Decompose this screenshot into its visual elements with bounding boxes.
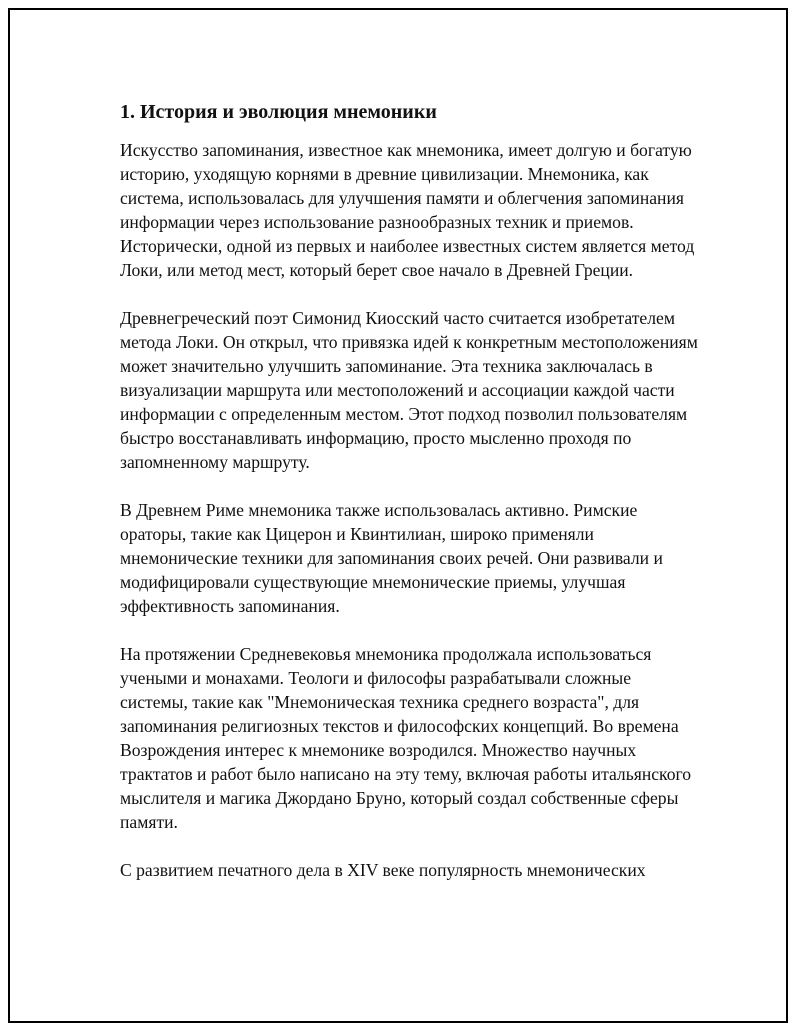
section-heading: 1. История и эволюция мнемоники [120, 101, 437, 123]
document-body [120, 98, 700, 906]
paragraph-4: На протяжении Средневековья мнемоника продолжала использоваться учеными и монахами. Теологи и философы разрабатывали сложные системы, такие как "Мнемоническая техника среднего возраста", для запоминания религиозных текстов и философских концепций. Во времена Возрождения интерес к мнемонике возродился. Множество научных трактатов и работ было написано на эту тему, включая работы итальянского мыслителя и магика Джордано Бруно, который создал собственные сферы памяти. [120, 644, 692, 832]
page-frame [8, 8, 788, 1023]
paragraph-2: Древнегреческий поэт Симонид Киосский часто считается изобретателем метода Локи. Он открыл, что привязка идей к конкретным местоположениям может значительно улучшить запоминание. Эта техника заключалась в визуализации маршрута или местоположений и ассоциации каждой части информации с определенным местом. Этот подход позволил пользователям быстро восстанавливать информацию, просто мысленно проходя по запомненному маршруту. [120, 308, 698, 472]
paragraph-3: В Древнем Риме мнемоника также использовалась активно. Римские ораторы, такие как Цицерон и Квинтилиан, широко применяли мнемонические техники для запоминания своих речей. Они развивали и модифицировали существующие мнемонические приемы, улучшая эффективность запоминания. [120, 500, 663, 616]
paragraph-1: Искусство запоминания, известное как мнемоника, имеет долгую и богатую историю, уходящую корнями в древние цивилизации. Мнемоника, как система, использовалась для улучшения памяти и облегчения запоминания информации через использование разнообразных техник и приемов. Исторически, одной из первых и наиболее известных систем является метод Локи, или метод мест, который берет свое начало в Древней Греции. [120, 140, 695, 280]
paragraph-5: С развитием печатного дела в XIV веке популярность мнемонических [120, 860, 646, 880]
